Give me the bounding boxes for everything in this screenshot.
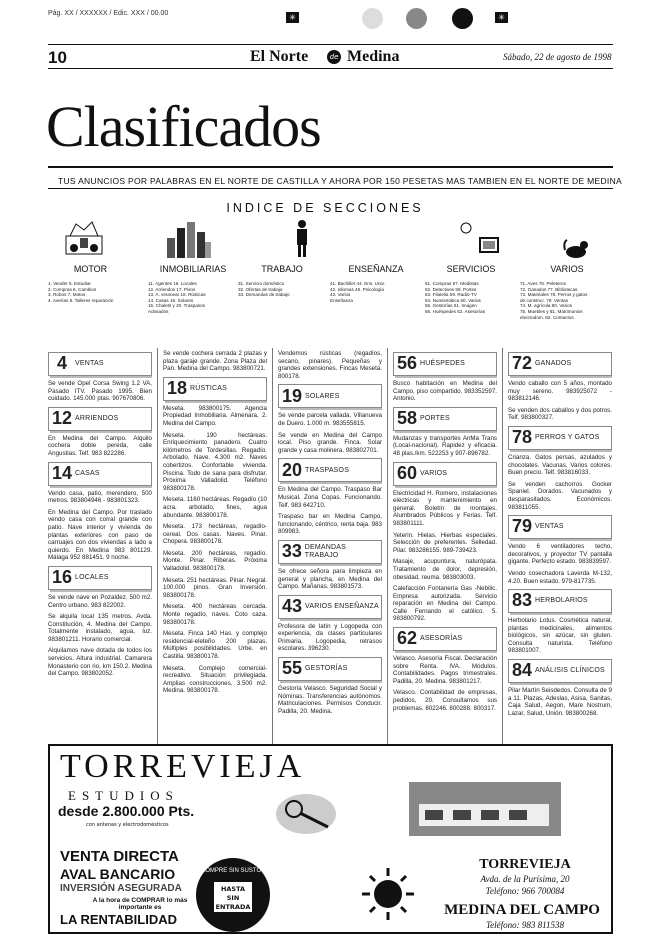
index-title: INDICE DE SECCIONES xyxy=(226,201,424,215)
classified-ad: Crianza. Gatos persas, azulados y chocolates. Vacunas. Varios colores. Buen precio. Telf. 983816033. xyxy=(508,453,612,477)
ad-price-note: con antenas y electrodomésticos xyxy=(86,822,169,828)
classified-ad: Vendo 6 ventiladores techo, decorativos, y proyector TV pantalla gigante. Perfecto estado. 983839597. xyxy=(508,543,612,566)
category-label: MOTOR xyxy=(73,264,108,274)
section-header xyxy=(508,515,612,539)
classified-ad: Meseta. 1160 hectáreas. Regadío (10 acra, arbolado, fines, agua abundante. 983800178. xyxy=(163,496,267,519)
section-number: 55 xyxy=(281,658,303,679)
section-number: 56 xyxy=(396,353,418,374)
category-label: ENSEÑANZA xyxy=(348,264,404,274)
classified-ad: Se vende Opel Corsa Swing 1.2 VA, Pasado ITV. Pasado 1995. Bien cuidado. 145.000 ptas. 907670806. xyxy=(48,380,152,403)
page-slug: Pág. XX / XXXXXX / Edic. XXX / 00.00 xyxy=(48,10,169,17)
classified-ad: En Medina del Campo. Traspaso Bar Musical. Zona Copas. Funcionando. Telf. 983 642710. xyxy=(278,486,382,509)
section-header xyxy=(393,627,497,651)
worker-illustration-icon xyxy=(290,218,314,258)
section-number: 72 xyxy=(511,353,533,374)
classified-ad: Electricidad H. Romero, instalaciones eléctricas y mantenimiento en general. Boletín de montajes. Alumbrados Públicos y Ferias. Telf. 983801111. xyxy=(393,489,497,527)
section-name: HERBOLARIOS xyxy=(535,597,588,605)
section-name: VENTAS xyxy=(75,360,104,368)
ad-office1-title: TORREVIEJA xyxy=(479,857,571,872)
registration-mark-icon: ✳ xyxy=(495,12,508,23)
section-name: ASESORÍAS xyxy=(420,635,463,643)
section-name: RÚSTICAS xyxy=(190,384,227,392)
classified-ad: Vendo casa, patio, merendero, 500 metros. 983804946 - 983801323. xyxy=(48,489,152,505)
section-name: VENTAS xyxy=(535,523,564,531)
classified-column xyxy=(278,350,382,742)
section-number: 84 xyxy=(511,660,533,681)
section-name: ARRIENDOS xyxy=(75,414,119,422)
ad-venta-directa: VENTA DIRECTA xyxy=(60,848,179,865)
color-dot-dark xyxy=(452,8,473,29)
category-list: 31. Servicio doméstico 32. Ofertas de trabajo 33. Demandas de trabajo xyxy=(238,281,290,298)
newspaper-edition: Medina xyxy=(347,48,400,65)
classified-ad: Meseta. 173 hectáreas, regadío-cereal. Dos casas. Naves. Pinar. Chopera. 983800178. xyxy=(163,523,267,546)
section-number: 78 xyxy=(511,427,533,448)
section-number: 14 xyxy=(51,462,73,483)
classified-column xyxy=(393,350,497,742)
section-header xyxy=(508,659,612,683)
section-name: PORTES xyxy=(420,414,450,422)
section-header xyxy=(393,462,497,486)
section-number: 33 xyxy=(281,541,302,562)
buildings-illustration-icon xyxy=(165,218,211,258)
section-name: PERROS Y GATOS xyxy=(535,434,600,442)
ad-office1-phone: Teléfono: 966 700084 xyxy=(485,886,565,896)
classified-ad: Pilar Martín Seisdedos. Consulta de 9 a 11. Plazas, Adeslas, Asisa, Sanitas, Caja Salud, Aegon, Mare Nostrum, Lazar, Salud, Unión. 983800268. xyxy=(508,687,612,717)
section-header xyxy=(48,407,152,431)
section-header xyxy=(278,458,382,482)
classified-ad: Yeterin. Hielas. Hierbas especiales. Selección de preferentes. Selledad. Pilar. 983286155. 989-739423. xyxy=(393,531,497,554)
section-name: HUÉSPEDES xyxy=(420,360,465,368)
ad-brand-title: TORREVIEJA xyxy=(60,748,306,785)
classified-ad: Gestoría Velasco. Seguridad Social y Nóminas. Transferencias autónomos. Matriculaciones. Permisos Conducir. Padilla, 20. Medina. xyxy=(278,685,382,715)
masthead-tagline: TUS ANUNCIOS POR PALABRAS EN EL NORTE DE CASTILLA Y AHORA POR 150 PESETAS MAS TAMBIEN EN EL NORTE DE MEDINA xyxy=(58,176,622,186)
section-header xyxy=(278,595,382,619)
classified-ad: Meseta. Complejo comercial-recreativo. Situación privilegiada. Amplias construcciones. 3.500 m2. Medina. 983800178. xyxy=(163,664,267,695)
section-number: 16 xyxy=(51,567,73,588)
category-label: VARIOS xyxy=(550,264,584,274)
classified-ad: Se venden cachorros Gocker Spaniel. Dorados. Vacunados y desparasitados. Económicos. 983811055. xyxy=(508,480,612,511)
category-label: TRABAJO xyxy=(261,264,303,274)
classified-ad: Meseta. 200 hectáreas, regadío. Monte. Pinar. Riberas. Próxima Valladolid. 983800178. xyxy=(163,549,267,573)
classified-ad: Se vende en Medina del Campo local. Piso grande. Finca. Solar grande y casa molinera. 983802701. xyxy=(278,431,382,454)
classified-ad: Meseta. Finca 140 Has. y complejo residencial-eleteño 200 plazas. Múltiples posibilidades. Urbe. en Castilla. 983800178. xyxy=(163,630,267,660)
category-list: 51. Compras 57. Modistas 52. Detectives 58. Portes 53. Filatelia 59. Radio-TV 54. Numismática 60. Varios 55. Gestorías 61. Imagen 56. Huéspedes 62. Asesorías xyxy=(425,281,486,314)
section-header xyxy=(163,377,267,401)
motor-illustration-icon xyxy=(62,218,106,258)
section-header xyxy=(508,426,612,450)
section-header xyxy=(48,462,152,486)
ad-seal-icon xyxy=(196,858,270,932)
ad-seal-inner: HASTA SIN ENTRADA xyxy=(214,882,252,912)
tagline-rule xyxy=(48,188,613,189)
column-rule xyxy=(387,348,388,744)
section-number: 79 xyxy=(511,516,533,537)
section-header xyxy=(508,589,612,613)
cat-illustration-icon xyxy=(563,238,589,260)
classified-ad: En Medina del Campo. Alquilo cochera doble pereda, calle Angustias. Telf. 983 822286. xyxy=(48,434,152,457)
issue-date: Sábado, 22 de agosto de 1998 xyxy=(503,52,612,62)
section-header xyxy=(48,566,152,590)
section-header xyxy=(278,540,382,564)
classified-ad: Alquilamos nave dotada de todos los servicios. Altura industrial. Camarera Monasterio con rio, km 150.2. Medina del Campo. 983802052. xyxy=(48,647,152,678)
ad-office2-phone: Teléfono: 983 811538 xyxy=(486,920,564,930)
ad-estudios: ESTUDIOS xyxy=(68,788,179,803)
section-header xyxy=(508,352,612,376)
classified-ad: Traspaso bar en Medina Campo, funcionando, céntrico, renta baja. 983 809983. xyxy=(278,513,382,536)
column-rule xyxy=(157,348,158,744)
classified-ad: Meseta. 400 hectáreas cercada. Monte regadío, naves. Coto caza. 983800178. xyxy=(163,603,267,626)
category-list: 11. Agentes 16. Locales 12. Arriendos 17. Pisos 13. A. veranear 18. Rústicas 14. Casas 19. Solares 15. Chalets y 20. Traspasos Adosados xyxy=(148,281,206,314)
category-list: 1. Vender 5. Estudiar 2. Compras 6. Cambios 3. Robos 7. Motos 4. Averías 8. Talleres reparación xyxy=(48,281,114,303)
section-name: GANADOS xyxy=(535,360,572,368)
ad-rentabilidad: LA RENTABILIDAD xyxy=(60,912,177,927)
ad-office2-title: MEDINA DEL CAMPO xyxy=(444,902,600,918)
classified-ad: Calefacción Fontanería Gas -Nebilic. Empresa autorizada. Servicio reparación en Medina del Campo. Calle Fernando el católico. 5. 983800792. xyxy=(393,585,497,623)
classified-ad: Vendo caballo con 5 años, montado muy sereno. 983925072 - 983812146. xyxy=(508,380,612,403)
color-dot-light xyxy=(362,8,383,29)
ad-sun-logo-icon xyxy=(352,866,424,926)
column-rule xyxy=(272,348,273,744)
classified-ad: Velasco. Asesoría Fiscal. Declaración sobre Renta. IVA. Módulos. Contabilidades. Pagos trimestrales. Padilla, 20. Medina. 983801217. xyxy=(393,655,497,685)
section-name: GESTORÍAS xyxy=(305,665,348,673)
classified-ad: Masaje, acupuntura, naturópata. Tratamiento de dolor, depresión, obesidad, reuma. 983803003. xyxy=(393,558,497,581)
classified-ad: Profesora de latín y Logopeda con experiencia, da clases particulares Primaria, Logopedia, retrasos escolares. 396230. xyxy=(278,622,382,653)
section-number: 19 xyxy=(281,385,303,406)
section-name: VARIOS ENSEÑANZA xyxy=(305,602,379,610)
section-header xyxy=(278,657,382,681)
classified-ad: Se vende parcela vallada. Villanueva de Duero. 1.000 m. 983555815. xyxy=(278,412,382,427)
classified-ad: Velasco. Contabilidad de empresas, pedidos, 20. Consultamos sus problemas. 802246. 800288. 800317. xyxy=(393,689,497,712)
classified-ad: Vendemos rústicas (regadíos, secano, pinares). Pequeñas y grandes extensiones. Fincas Meseta. 800178. xyxy=(278,350,382,380)
classified-ad: Herbolario Lotus. Cosmética natural, plantas medicinales, alimentos biológicos, sin azúcar, sin gluten. Consulta naturista. Teléfono 983801007. xyxy=(508,617,612,655)
section-name: LOCALES xyxy=(75,574,109,582)
category-list: 71. Aves 76. Peleteros 72. Ganados 77. Bibliotecas 73. Materiales 78. Perros y gatos de construc. 79. Ventas 74. M. agrícola 80. Varios 75. Muebles y 81. Matrimonios electrodom. 82. Contactos xyxy=(520,281,588,320)
newspaper-name: El Norte xyxy=(250,48,309,65)
ad-office1-address: Avda. de la Purísima, 20 xyxy=(480,874,570,884)
section-number: 60 xyxy=(396,462,418,483)
color-dot-mid xyxy=(406,8,427,29)
section-name: DEMANDAS TRABAJO xyxy=(304,544,347,559)
section-header xyxy=(393,352,497,376)
section-header xyxy=(48,352,152,376)
section-name: CASAS xyxy=(75,469,100,477)
section-name: ANÁLISIS CLÍNICOS xyxy=(535,667,605,675)
category-label: INMOBILIARIAS xyxy=(159,264,227,274)
registration-mark-icon: ✳ xyxy=(286,12,299,23)
classified-ad: Se ofrece señora para limpieza en general y plancha, en Medina del Campo. Mañanas. 983801573. xyxy=(278,567,382,591)
category-label: SERVICIOS xyxy=(446,264,496,274)
section-header xyxy=(278,384,382,408)
page-number: 10 xyxy=(48,48,67,67)
section-number: 83 xyxy=(511,590,533,611)
classified-ad: Se vende cochera cerrada 2 plazas y plaza garaje grande. Zona Plaza del Pan. Medina del Campo. 983800721. xyxy=(163,350,267,373)
column-rule xyxy=(502,348,503,744)
header-bottom-rule xyxy=(48,68,613,69)
section-number: 20 xyxy=(281,459,303,480)
classified-ad: Vendo cosechadora Laverda M-132, 4.20. Buen estado. 979-817735. xyxy=(508,569,612,585)
section-masthead: Clasificados xyxy=(46,94,321,159)
section-header xyxy=(393,407,497,431)
section-number: 43 xyxy=(281,595,303,616)
classified-ad: Se venden dos caballos y dos potros. Telf. 983800327. xyxy=(508,406,612,422)
section-name: VARIOS xyxy=(420,469,448,477)
classified-column xyxy=(508,350,612,742)
ad-comprar-text: A la hora de COMPRAR lo más importante es xyxy=(92,897,188,911)
classified-ad: Meseta. 190 hectáreas. Enriquecimiento panadero. Cuatro kilómetros de Tordesillas. Regadío. Arbolado. Nave. 4.300 m2. Naves cobertizos. Confortable vivienda. Piscina. Todo de sana para disfrutar. Próxima Valladolid. Teléfono 983800178. xyxy=(163,431,267,492)
header-top-rule xyxy=(48,44,613,45)
newspaper-logo-icon: de xyxy=(327,50,341,64)
classified-ad: Se alquila local 135 metros. Avda. Constitución, 4. Medina del Campo. Totalmente instalado, agua, luz. 983801211. Horario comercial. xyxy=(48,613,152,643)
classified-column xyxy=(163,350,267,742)
section-number: 12 xyxy=(51,407,73,428)
ad-price: desde 2.800.000 Pts. xyxy=(58,803,195,819)
classified-ad: Mudanzas y transportes AnMa Trans (Local-nacional). Rapidez y eficacia. 48 plas./km. 522253 y 907-896782. xyxy=(393,434,497,457)
masthead-rule xyxy=(48,166,613,168)
ad-photo xyxy=(409,782,561,836)
ad-seal-text: COMPRE SIN SUSTOS xyxy=(200,868,266,874)
ad-keys-illustration-icon xyxy=(268,787,344,841)
section-number: 4 xyxy=(56,353,67,374)
classified-ad: Meseta. 983800175. Agencia Propiedad Inmobiliaria. Almenara, 2. Medina del Campo. xyxy=(163,404,267,427)
section-number: 18 xyxy=(166,377,188,398)
section-number: 62 xyxy=(396,628,418,649)
section-name: SOLARES xyxy=(305,392,340,400)
category-list: 41. Bachiller 44. Ens. Univ. 42. Idiomas 45. Psicología 43. Varios Enseñanza xyxy=(330,281,385,303)
classified-ad: Busco habitación en Medina del Campo, piso compartido. 983352597. Antonio. xyxy=(393,380,497,403)
classified-ad: Se vende nave en Pozaldez. 500 m2. Centro urbano. 983 822002. xyxy=(48,593,152,609)
section-name: TRASPASOS xyxy=(305,466,350,474)
services-illustration-icon xyxy=(458,220,502,258)
ad-inversion: INVERSIÓN ASEGURADA xyxy=(60,883,182,894)
classified-ad: Meseta. 251 hectáreas. Pinar. Negral. 100.000 pinos. Gran Inversión. 983800178. xyxy=(163,576,267,599)
ad-aval-bancario: AVAL BANCARIO xyxy=(60,866,176,882)
classified-ad: En Medina del Campo. Por traslado vendo casa con corral grande con patio. Nave interior y vivienda de plantas exteriores con paso de carruajes con dos viviendas a lado a quierdo. En Medina 983 801129. Málaga 952 881451. 9 noche. xyxy=(48,508,152,562)
classified-column xyxy=(48,350,152,742)
section-number: 58 xyxy=(396,407,418,428)
